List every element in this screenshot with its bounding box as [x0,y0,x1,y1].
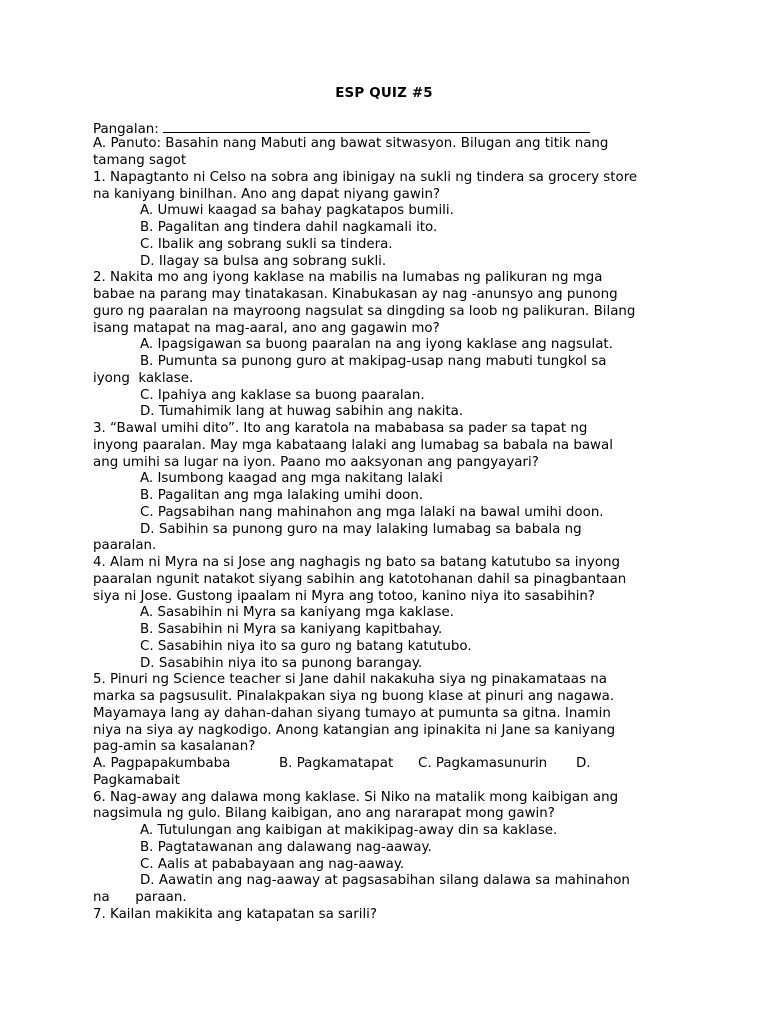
question-2-option-c: C. Ipahiya ang kaklase sa buong paaralan. [140,387,425,403]
question-3-option-c: C. Pagsabihan nang mahinahon ang mga lalaki na bawal umihi doon. [140,504,604,520]
question-5-choice-c: C. Pagkamasunurin [418,756,548,771]
question-2-option-a: A. Ipagsigawan sa buong paaralan na ang iyong kaklase ang nagsulat. [140,337,613,353]
question-5-line-3: Mayamaya lang ay dahan-dahan siyang tumayo at pumunta sa gitna. Inamin [93,705,611,721]
name-line [93,120,693,137]
question-6-line-1: 6. Nag-away ang dalawa mong kaklase. Si Niko na matalik mong kaibigan ang [93,789,619,805]
question-3-option-d-continued: paaralan. [93,538,157,554]
question-5-choice-a: A. Pagpapakumbaba [93,756,231,771]
question-6-option-c: C. Aalis at pababayaan ang nag-aaway. [140,856,405,872]
quiz-title: ESP QUIZ #5 [335,86,433,101]
question-2-line-3: guro ng paaralan na mayroong nagsulat sa dingding sa loob ng palikuran. Bilang [93,303,636,319]
question-1-option-a: A. Umuwi kaagad sa bahay pagkatapos bumili. [140,203,454,219]
question-4-line-1: 4. Alam ni Myra na si Jose ang naghagis ng bato sa batang katutubo sa inyong [93,555,621,570]
question-3-line-2: inyong paaralan. May mga kabataang lalaki ang lumabag sa babala na bawal [93,437,613,453]
question-2-line-2: babae na parang may tinatakasan. Kinabukasan ay nag -anunsyo ang punong [93,287,618,302]
question-5-choice-d: D. [576,756,591,771]
question-1-option-b: B. Pagalitan ang tindera dahil nagkamali ito. [140,220,438,235]
question-5-choice-b: B. Pagkamatapat [279,756,394,771]
question-4-option-d: D. Sasabihin niya ito sa punong barangay. [140,655,423,671]
question-1-line-2: na kaniyang binilhan. Ano ang dapat niyang gawin? [93,186,441,202]
question-3-option-a: A. Isumbong kaagad ang mga nakitang lalaki [140,471,443,487]
question-6-option-a: A. Tutulungan ang kaibigan at makikipag-away din sa kaklase. [140,823,558,838]
question-1-option-d: D. Ilagay sa bulsa ang sobrang sukli. [140,253,387,269]
question-5-line-4: niya na siya ay nagkodigo. Anong katangian ang ipinakita ni Jane sa kaniyang [93,722,616,738]
question-4-option-b: B. Sasabihin ni Myra sa kaniyang kapitbahay. [140,622,443,637]
question-7-line-1: 7. Kailan makikita ang katapatan sa sarili? [93,906,378,922]
question-2-option-d: D. Tumahimik lang at huwag sabihin ang nakita. [140,404,464,420]
question-6-option-b: B. Pagtatawanan ang dalawang nag-aaway. [140,839,432,855]
question-2-line-4: isang matapat na mag-aaral, ano ang gagawin mo? [93,320,440,336]
question-3-option-b: B. Pagalitan ang mga lalaking umihi doon. [140,488,424,503]
question-5-line-2: marka sa pagsusulit. Pinalakpakan siya ng buong klase at pinuri ang nagawa. [93,689,615,704]
question-5-line-1: 5. Pinuri ng Science teacher si Jane dahil nakakuha siya ng pinakamataas na [93,672,607,688]
instructions-line-2: tamang sagot [93,153,187,168]
question-4-line-3: siya ni Jose. Gustong ipaalam ni Myra ang totoo, kanino niya ito sasabihin? [93,588,596,604]
question-4-option-a: A. Sasabihin ni Myra sa kaniyang mga kaklase. [140,605,455,621]
question-2-option-b-continued: iyong kaklase. [93,370,194,386]
question-6-option-d: D. Aawatin ang nag-aaway at pagsasabihan silang dalawa sa mahinahon [140,873,630,889]
question-4-option-c: C. Sasabihin niya ito sa guro ng batang katutubo. [140,638,472,654]
question-5-choice-d-continued: Pagkamabait [93,772,180,788]
name-label: Pangalan: [93,121,159,137]
question-2-line-1: 2. Nakita mo ang iyong kaklase na mabilis na lumabas ng palikuran ng mga [93,270,603,286]
question-4-line-2: paaralan ngunit natakot siyang sabihin ang katotohanan dahil sa pinagbantaan [93,571,627,587]
instructions-line-1: A. Panuto: Basahin nang Mabuti ang bawat sitwasyon. Bilugan ang titik nang [93,136,609,152]
question-6-line-2: nagsimula ng gulo. Bilang kaibigan, ano ang nararapat mong gawin? [93,806,555,822]
question-3-line-1: 3. “Bawal umihi dito”. Ito ang karatola na mababasa sa pader sa tapat ng [93,421,588,436]
name-blank [163,120,590,133]
question-6-option-d-continued: na paraan. [93,890,187,905]
question-5-line-5: pag-amin sa kasalanan? [93,739,256,755]
question-5-choices [93,756,693,773]
question-3-option-d: D. Sabihin sa punong guro na may lalaking lumabag sa babala ng [140,521,582,537]
question-2-option-b: B. Pumunta sa punong guro at makipag-usap nang mabuti tungkol sa [140,354,607,369]
question-1-line-1: 1. Napagtanto ni Celso na sobra ang ibinigay na sukli ng tindera sa grocery store [93,169,638,185]
question-3-line-3: ang umihi sa lugar na iyon. Paano mo aaksyonan ang pangyayari? [93,454,539,470]
question-1-option-c: C. Ibalik ang sobrang sukli sa tindera. [140,236,393,252]
quiz-body [93,120,693,924]
